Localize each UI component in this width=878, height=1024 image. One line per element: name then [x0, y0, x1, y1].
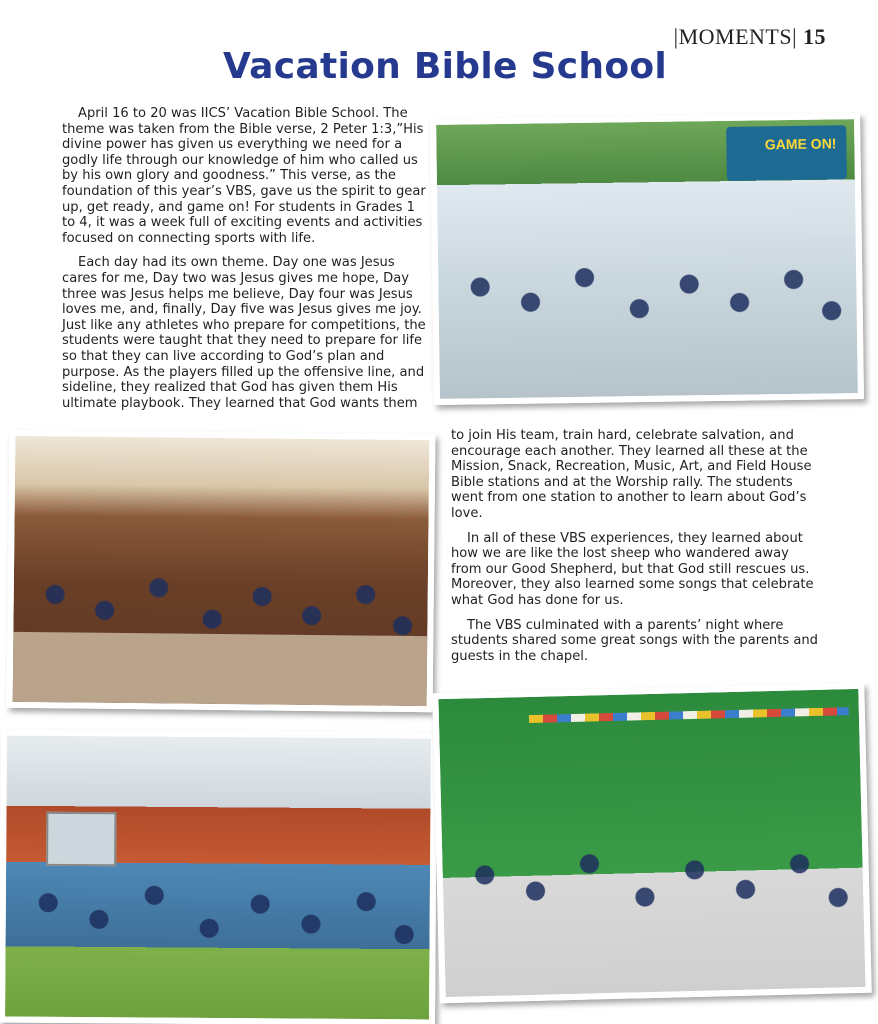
students-group — [438, 234, 858, 399]
photo-students-classroom — [430, 113, 864, 405]
section-label: |MOMENTS| — [673, 24, 797, 49]
paragraph: Each day had its own theme. Day one was Jesus cares for me, Day two was Jesus gives me hope, Day three was Jesus helps me believe, Day four was Jesus loves me, and, finally, Day five was Jesus gives me joy. Just like any athletes who prepare for competitions, the students were taught that they need to prepare for life so that they can live according to God’s plan and purpose. As the players filled up the offensive line, and sideline, they realized that God has given them His ultimate playbook. They learned that God wants them — [62, 255, 426, 411]
photo-snack-station — [0, 729, 437, 1024]
students-group — [13, 548, 429, 707]
game-on-banner — [726, 125, 847, 181]
paragraph: In all of these VBS experiences, they learned about how we are like the lost sheep who wandered away from our Good Shepherd, but that God still rescues us. Moreover, they also learned some songs that celebrate what God has done for us. — [451, 530, 814, 608]
page-number: 15 — [803, 24, 826, 49]
paragraph: April 16 to 20 was IICS’ Vacation Bible School. The theme was taken from the Bible verse, 2 Peter 1:3,”His divine power has given us everything we need for a godly life through our knowledge of him who called us by his own glory and goodness.” This verse, as the foundation of this year’s VBS, gave us the spirit to gear up, get ready, and game on! For students in Grades 1 to 4, it was a week full of exciting events and activities focused on connecting sports with life. — [62, 106, 426, 246]
students-group — [441, 814, 865, 997]
banner-text: GAME ON! — [764, 135, 837, 153]
photo-field-house — [432, 683, 871, 1003]
article-title: Vacation Bible School — [222, 46, 668, 87]
text-column-1 — [62, 106, 432, 411]
text-column-2 — [451, 428, 822, 664]
photo-chapel-assembly — [7, 430, 436, 712]
students-group — [5, 854, 430, 1020]
paragraph: to join His team, train hard, celebrate salvation, and encourage each another. They learned all these at the Mission, Snack, Recreation, Music, Art, and Field House Bible stations and at the Worship rally. The students went from one station to another to learn about God’s love. — [451, 428, 812, 521]
paragraph: The VBS culminated with a parents’ night where students shared some great songs with the parents and guests in the chapel. — [451, 617, 818, 664]
